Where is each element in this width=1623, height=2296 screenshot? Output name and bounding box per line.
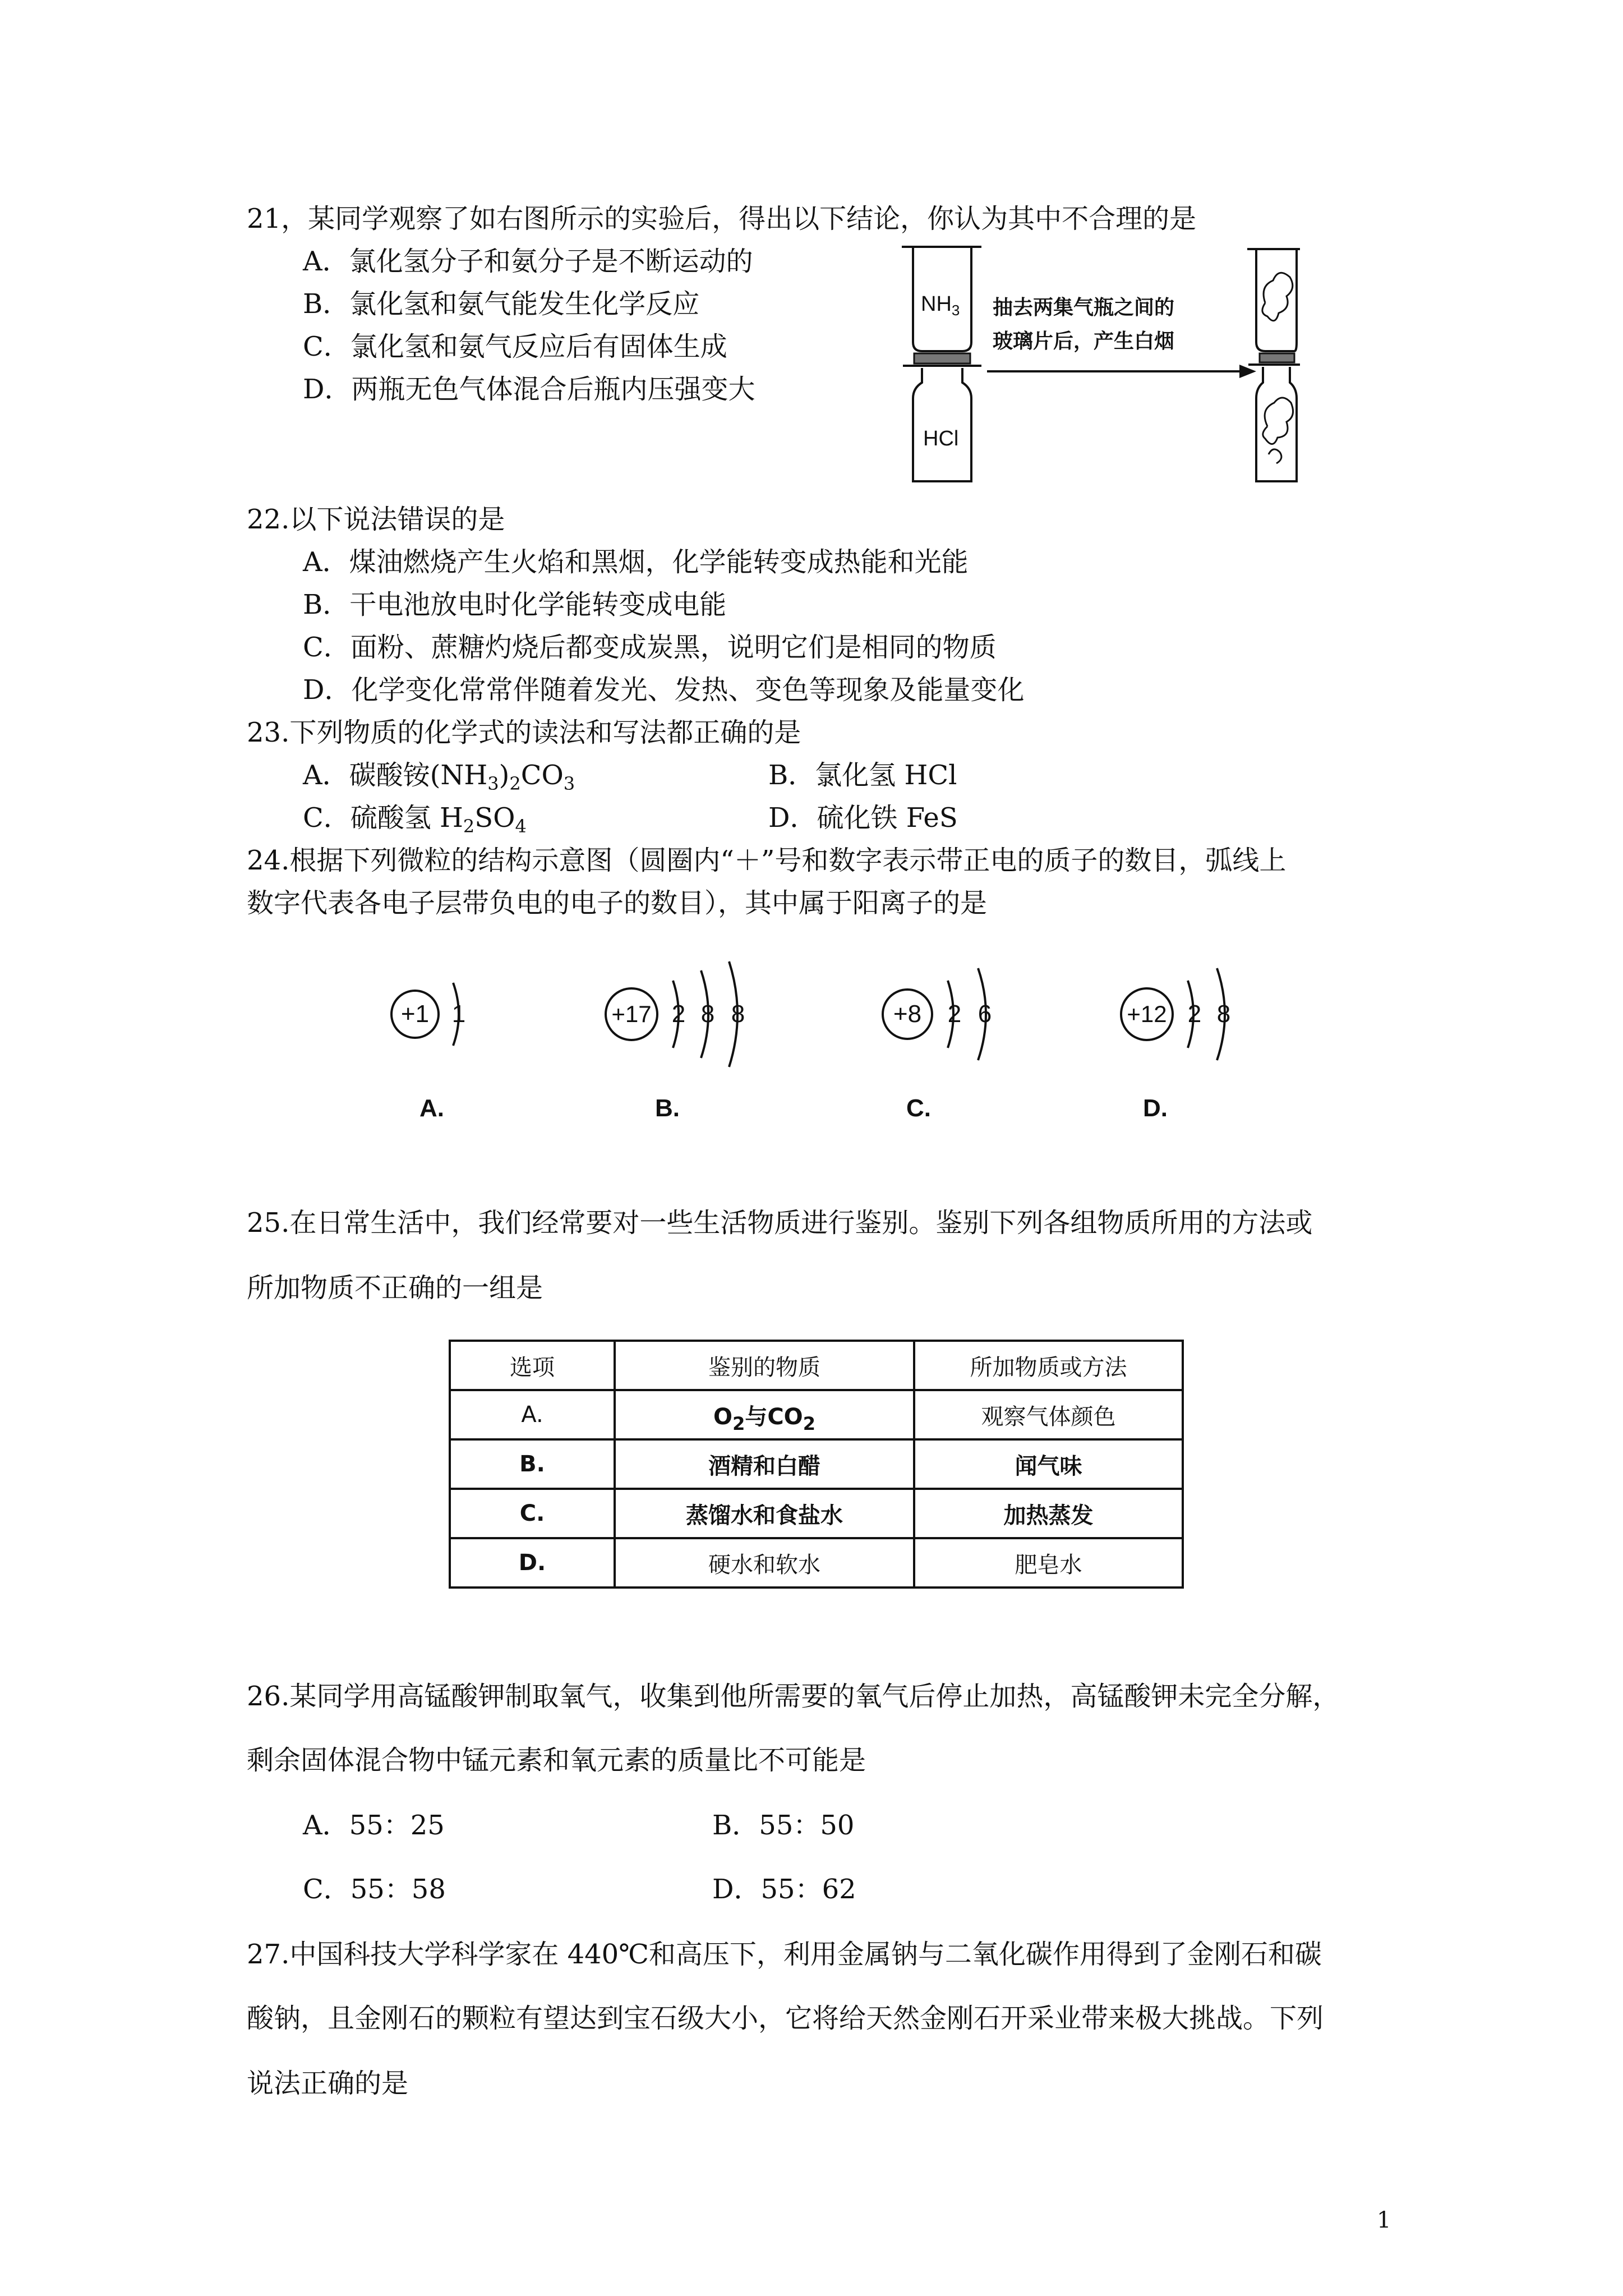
q21-option-b: B．氯化氢和氨气能发生化学反应 — [303, 288, 700, 320]
table-row — [450, 1439, 1183, 1489]
table-row — [450, 1390, 1183, 1439]
q26-stem-line1: 26.某同学用高锰酸钾制取氧气，收集到他所需要的氧气后停止加热，高锰酸钾未完全分解， — [247, 1681, 1340, 1712]
q24-stem-line2: 数字代表各电子层带负电的电子的数目），其中属于阳离子的是 — [247, 887, 988, 919]
q27-stem-line3: 说法正确的是 — [247, 2068, 409, 2099]
q23-option-b: B．氯化氢 HCl — [768, 760, 957, 791]
q25-stem-line2: 所加物质不正确的一组是 — [247, 1272, 543, 1304]
q21-option-a: A．氯化氢分子和氨分子是不断运动的 — [303, 246, 753, 277]
table-cell: 加热蒸发 — [914, 1489, 1183, 1538]
q22-stem: 22.以下说法错误的是 — [247, 504, 505, 535]
q26-stem-line2: 剩余固体混合物中锰元素和氧元素的质量比不可能是 — [247, 1745, 866, 1776]
letter-c: C. — [906, 1094, 931, 1122]
letter-a: A. — [419, 1094, 444, 1122]
table-header: 选项 — [450, 1341, 615, 1390]
q22-option-b: B．干电池放电时化学能转变成电能 — [303, 589, 727, 620]
q25-stem-line1: 25.在日常生活中，我们经常要对一些生活物质进行鉴别。鉴别下列各组物质所用的方法或 — [247, 1207, 1313, 1239]
q21-option-c: C．氯化氢和氨气反应后有固体生成 — [303, 331, 727, 362]
q22-option-c: C．面粉、蔗糖灼烧后都变成炭黑，说明它们是相同的物质 — [303, 632, 997, 663]
q21-stem: 21，某同学观察了如右图所示的实验后，得出以下结论，你认为其中不合理的是 — [247, 203, 1197, 234]
hcl-label: HCl — [923, 427, 959, 450]
particle-c — [883, 968, 992, 1122]
svg-text:6: 6 — [978, 1000, 992, 1028]
table-row — [450, 1489, 1183, 1538]
table-cell: 硬水和软水 — [615, 1538, 914, 1588]
table-cell: C. — [450, 1489, 615, 1538]
white-smoke-bottom — [1263, 398, 1293, 444]
white-smoke-top — [1262, 273, 1293, 320]
table-cell: A. — [450, 1390, 615, 1439]
q26-option-d: D．55：62 — [712, 1874, 856, 1905]
svg-text:1: 1 — [451, 1000, 466, 1028]
nh3-label: $NH_3$ — [921, 292, 960, 319]
letter-b: B. — [655, 1094, 680, 1122]
table-header-row — [450, 1341, 1183, 1390]
svg-text:+12: +12 — [1127, 1001, 1167, 1027]
q26-option-b: B．55：50 — [712, 1810, 855, 1841]
q26-option-a: A．55：25 — [303, 1810, 445, 1841]
q26-option-c: C．55：58 — [303, 1874, 446, 1905]
svg-text:8: 8 — [1216, 1000, 1231, 1028]
q22-option-a: A．煤油燃烧产生火焰和黑烟，化学能转变成热能和光能 — [303, 546, 969, 578]
q24-stem-line1: 24.根据下列微粒的结构示意图（圆圈内“＋”号和数字表示带正电的质子的数目，弧线上 — [247, 845, 1287, 876]
svg-text:+8: +8 — [893, 1000, 922, 1028]
q23-stem: 23.下列物质的化学式的读法和写法都正确的是 — [247, 717, 801, 748]
table-cell: $O_2$与$CO_2$ — [615, 1390, 914, 1439]
svg-text:+1: +1 — [400, 1000, 430, 1028]
gas-jar-figure — [897, 241, 1301, 494]
arrow-head — [1239, 365, 1256, 378]
q21-option-d: D．两瓶无色气体混合后瓶内压强变大 — [303, 374, 755, 405]
arrow-text-line1: 抽去两集气瓶之间的 — [993, 296, 1175, 319]
table-cell: 闻气味 — [914, 1439, 1183, 1489]
table-row — [450, 1538, 1183, 1588]
svg-text:8: 8 — [731, 1000, 745, 1028]
svg-text:8: 8 — [700, 1000, 715, 1028]
q23-option-d: D．硫化铁 FeS — [768, 802, 958, 834]
table-cell: 酒精和白醋 — [615, 1439, 914, 1489]
arrow-text-line2: 玻璃片后，产生白烟 — [993, 330, 1175, 353]
particle-d — [1121, 968, 1230, 1122]
svg-text:2: 2 — [947, 1000, 962, 1028]
svg-text:2: 2 — [1187, 1000, 1202, 1028]
atomic-structure-diagrams — [359, 954, 1312, 1139]
svg-text:+17: +17 — [611, 1001, 652, 1027]
table-cell: 观察气体颜色 — [914, 1390, 1183, 1439]
identification-table — [449, 1340, 1184, 1589]
table-cell: B. — [450, 1439, 615, 1489]
table-header: 鉴别的物质 — [615, 1341, 914, 1390]
particle-a — [391, 983, 465, 1122]
q23-option-a: A．碳酸铵$(NH_3)_2CO_3$ — [303, 760, 575, 794]
table-cell: 蒸馏水和食盐水 — [615, 1489, 914, 1538]
q27-stem-line1: 27.中国科技大学科学家在 440℃和高压下，利用金属钠与二氧化碳作用得到了金刚石和碳 — [247, 1939, 1322, 1970]
particle-b — [606, 961, 745, 1122]
q22-option-d: D．化学变化常常伴随着发光、发热、变色等现象及能量变化 — [303, 674, 1025, 706]
page-number: 1 — [1377, 2207, 1391, 2233]
table-cell: 肥皂水 — [914, 1538, 1183, 1588]
table-cell: D. — [450, 1538, 615, 1588]
q23-option-c: C．硫酸氢 $H_2SO_4$ — [303, 802, 527, 837]
q27-stem-line2: 酸钠，且金刚石的颗粒有望达到宝石级大小，它将给天然金刚石开采业带来极大挑战。下列 — [247, 2003, 1324, 2034]
table-header: 所加物质或方法 — [914, 1341, 1183, 1390]
letter-d: D. — [1143, 1094, 1168, 1122]
hcl-bottle — [913, 368, 971, 481]
svg-text:2: 2 — [671, 1000, 686, 1028]
